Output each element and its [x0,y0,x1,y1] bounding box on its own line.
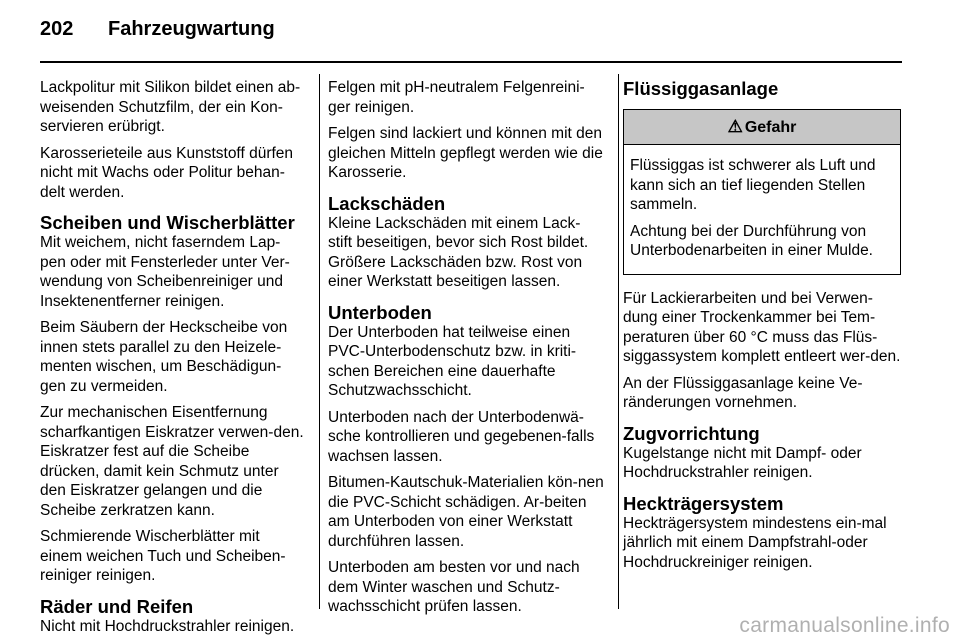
column-divider-right [618,74,619,609]
section-heading-lackschaeden: Lackschäden [328,192,446,214]
section-heading-unterboden: Unterboden [328,301,432,323]
section-heading-hecktraeger: Heckträgersystem [623,492,784,514]
paragraph: Mit weichem, nicht faserndem Lap-pen oder mit Fensterleder unter Ver-wendung von Scheibenreiniger und Insektenentferner reinigen. [40,234,290,310]
page-header [40,18,275,41]
section-heading-scheiben: Scheiben und Wischerblätter [40,212,295,233]
column-divider-left [319,74,320,609]
paragraph: Karosserieteile aus Kunststoff dürfen nicht mit Wachs oder Politur behan-delt werden. [40,144,294,201]
paragraph: Lackpolitur mit Silikon bildet einen ab-weisenden Schutzfilm, der ein Kon-servieren erübrigt. [40,79,301,135]
paragraph: An der Flüssiggasanlage keine Ve-ränderungen vornehmen. [623,374,863,411]
paragraph: Beim Säubern der Heckscheibe von innen stets parallel zu den Heizele-menten wischen, um Beschädigun-gen zu vermeiden. [40,319,288,395]
danger-warning-box [623,109,901,275]
paragraph: Heckträgersystem mindestens ein-mal jährlich mit einem Dampfstrahl-oder Hochdruckreiniger reinigen. [623,514,887,571]
section-heading-fluessiggas: Flüssiggasanlage [623,78,779,99]
page-number: 202 [40,18,74,40]
paragraph: Kleine Lackschäden mit einem Lack-stift beseitigen, bevor sich Rost bildet. Größere Lackschäden bzw. Rost von einer Werkstatt beseitigen lassen. [328,214,589,290]
warning-paragraph: Achtung bei der Durchführung von Unterbodenarbeiten in einer Mulde. [630,222,873,259]
header-rule [40,61,902,63]
warning-triangle-icon: ⚠ [727,117,743,136]
warning-title-bar [624,110,900,145]
paragraph: Zur mechanischen Eisentfernung scharfkantigen Eiskratzer verwen-den. Eiskratzer fest auf die Scheibe drücken, damit kein Schmutz unter den Eiskratzer gelangen und die Scheibe zerkratzen kann. [40,404,304,519]
paragraph: Felgen sind lackiert und können mit den gleichen Mitteln gepflegt werden wie die Karosserie. [328,125,603,181]
paragraph: Kugelstange nicht mit Dampf- oder Hochdruckstrahler reinigen. [623,444,862,481]
column-middle [328,78,604,624]
paragraph: Felgen mit pH-neutralem Felgenreini-ger reinigen. [328,79,585,116]
warning-paragraph: Flüssiggas ist schwerer als Luft und kann sich an tief liegenden Stellen sammeln. [630,157,876,213]
column-left [40,78,306,643]
paragraph: Der Unterboden hat teilweise einen PVC-Unterbodenschutz bzw. in kriti-schen Bereichen eine dauerhafte Schutzwachsschicht. [328,323,577,399]
section-heading-raeder: Räder und Reifen [40,595,194,617]
chapter-title: Fahrzeugwartung [108,18,275,40]
paragraph: Unterboden am besten vor und nach dem Winter waschen und Schutz-wachsschicht prüfen lassen. [328,559,580,615]
paragraph: Nicht mit Hochdruckstrahler reinigen. [40,617,295,635]
section-heading-zugvorrichtung: Zugvorrichtung [623,422,760,444]
warning-title: Gefahr [744,119,797,136]
column-right [623,78,903,579]
paragraph: Bitumen-Kautschuk-Materialien kön-nen die PVC-Schicht schädigen. Ar-beiten am Unterboden von einer Werkstatt durchführen lassen. [328,474,604,550]
paragraph: Unterboden nach der Unterbodenwä-sche kontrollieren und gegebenen-falls wachsen lassen. [328,408,595,465]
warning-body [624,145,900,274]
paragraph: Für Lackierarbeiten und bei Verwen-dung einer Trockenkammer bei Tem-peraturen über 60 °C muss das Flüs-siggassystem komplett entleert wer-den. [623,289,901,365]
paragraph: Schmierende Wischerblätter mit einem weichen Tuch und Scheiben-reiniger reinigen. [40,528,286,584]
watermark: carmanualsonline.info [739,614,950,637]
